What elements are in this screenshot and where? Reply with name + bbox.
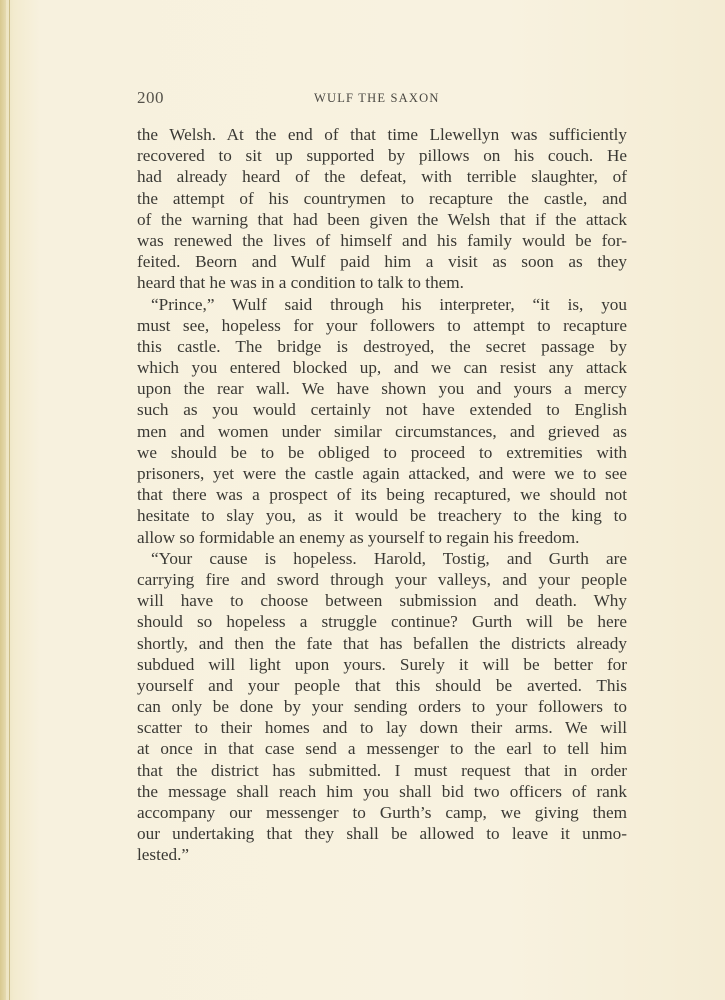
- text-line: “Your cause is hopeless. Harold, Tostig, and Gurth are: [151, 548, 627, 568]
- text-line: allow so formidable an enemy as yourself to regain his freedom.: [137, 527, 580, 547]
- text-line: heard that he was in a condition to talk to them.: [137, 273, 464, 293]
- text-line: this castle. The bridge is destroyed, the secret passage by: [137, 336, 627, 356]
- text-line: that there was a prospect of its being recaptured, we should not: [137, 485, 627, 505]
- text-line: the message shall reach him you shall bid two officers of rank: [137, 781, 627, 801]
- text-line: “Prince,” Wulf said through his interpreter, “it is, you: [151, 294, 627, 314]
- text-line: upon the rear wall. We have shown you and yours a mercy: [137, 379, 627, 399]
- text-line: at once in that case send a messenger to the earl to tell him: [137, 739, 627, 759]
- text-line: which you entered blocked up, and we can resist any attack: [137, 358, 627, 378]
- body-text: [137, 124, 627, 866]
- text-line: recovered to sit up supported by pillows on his couch. He: [137, 146, 627, 166]
- text-line: feited. Beorn and Wulf paid him a visit as soon as they: [137, 252, 627, 272]
- text-line: the attempt of his countrymen to recapture the castle, and: [137, 188, 627, 208]
- page-spine-edge: [0, 0, 6, 1000]
- text-line: our undertaking that they shall be allowed to leave it unmo-: [137, 824, 627, 844]
- text-line: was renewed the lives of himself and his family would be for-: [137, 230, 627, 250]
- text-line: that the district has submitted. I must request that in order: [137, 760, 627, 780]
- text-line: we should be to be obliged to proceed to extremities with: [137, 442, 627, 462]
- text-line: scatter to their homes and to lay down their arms. We will: [137, 718, 627, 738]
- text-line: shortly, and then the fate that has befallen the districts already: [137, 633, 627, 653]
- text-line: had already heard of the defeat, with terrible slaughter, of: [137, 167, 627, 187]
- text-line: subdued will light upon yours. Surely it will be better for: [137, 654, 627, 674]
- text-line: must see, hopeless for your followers to attempt to recapture: [137, 315, 627, 335]
- text-line: the Welsh. At the end of that time Llewellyn was sufficiently: [137, 125, 627, 144]
- text-line: men and women under similar circumstances, and grieved as: [137, 421, 627, 441]
- text-line: accompany our messenger to Gurth’s camp, we giving them: [137, 803, 627, 822]
- text-line: carrying fire and sword through your valleys, and your people: [137, 569, 627, 589]
- page-header: [137, 88, 627, 112]
- running-title: WULF THE SAXON: [314, 91, 440, 105]
- text-line: such as you would certainly not have extended to English: [137, 400, 627, 420]
- text-line: will have to choose between submission and death. Why: [137, 591, 627, 611]
- text-line: hesitate to slay you, as it would be treachery to the king to: [137, 506, 627, 526]
- page-number: 200: [137, 88, 164, 107]
- text-line: should so hopeless a struggle continue? Gurth will be here: [137, 612, 627, 632]
- page-gutter-line: [9, 0, 10, 1000]
- text-line: prisoners, yet were the castle again attacked, and were we to see: [137, 464, 627, 483]
- text-line: of the warning that had been given the Welsh that if the attack: [137, 209, 627, 229]
- text-line: lested.”: [137, 845, 190, 865]
- text-line: can only be done by your sending orders to your followers to: [137, 697, 627, 717]
- text-line: yourself and your people that this should be averted. This: [137, 675, 627, 695]
